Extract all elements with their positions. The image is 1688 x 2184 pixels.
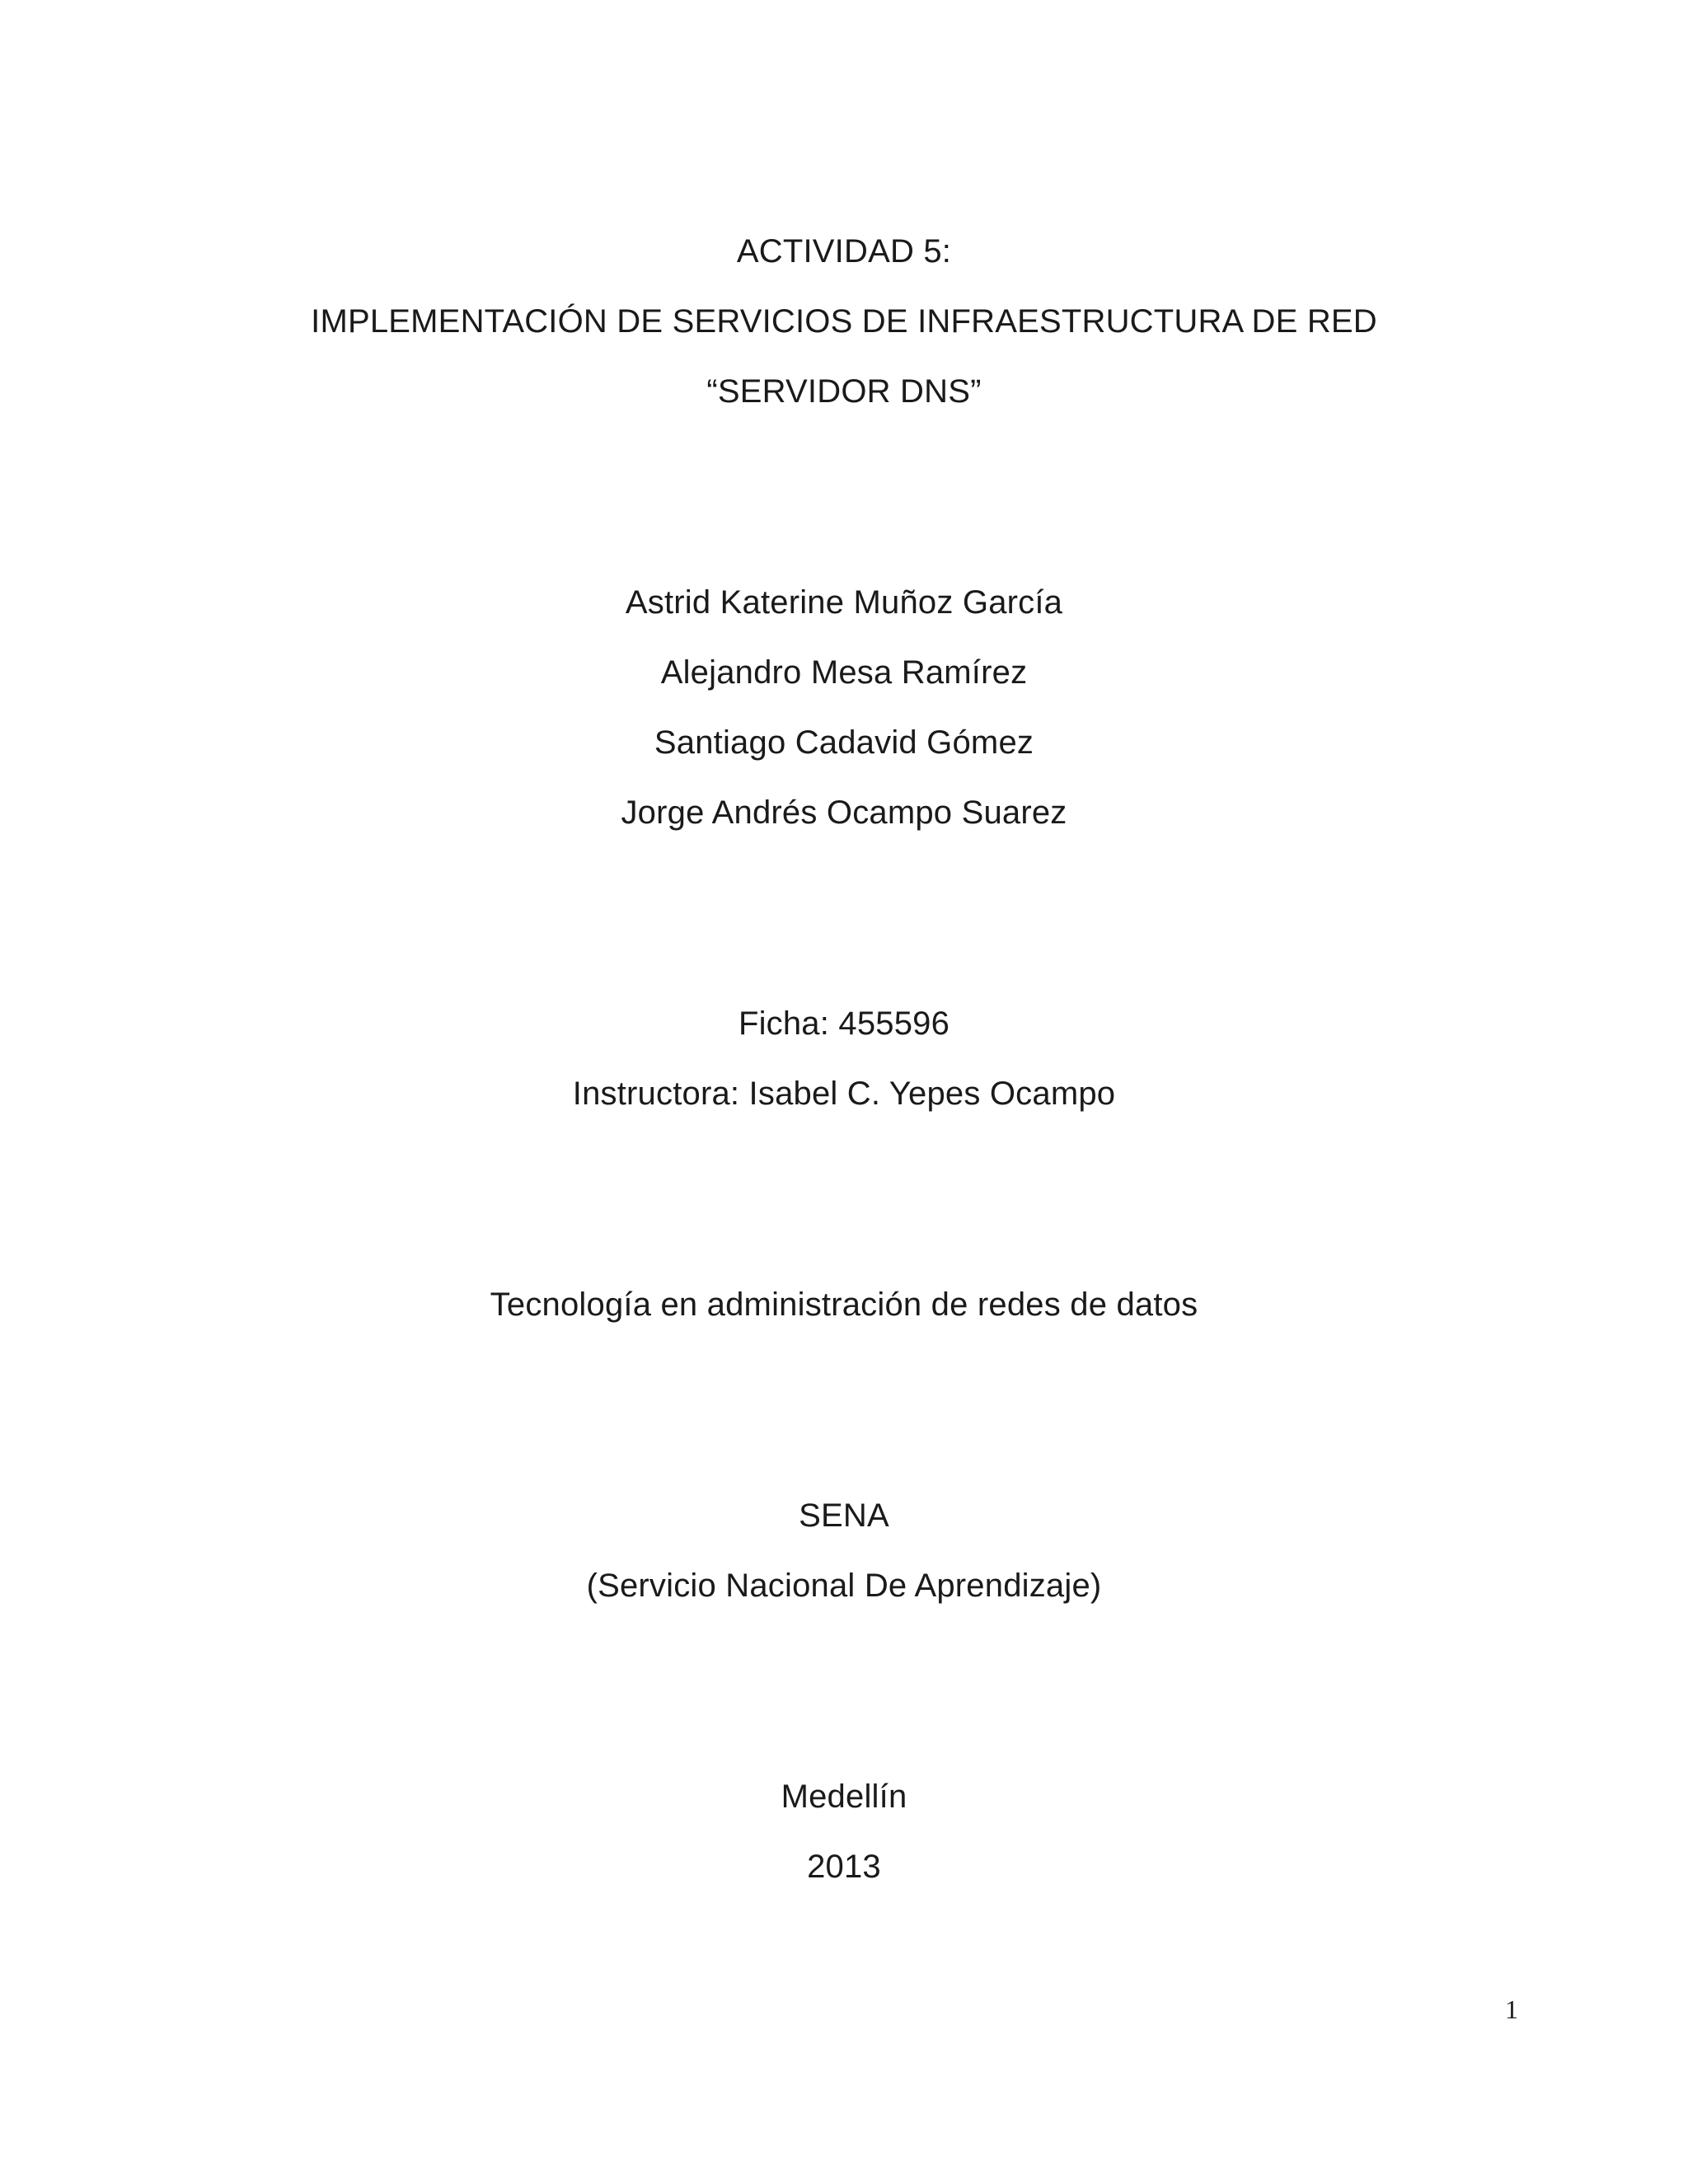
page-number: 1: [1505, 1994, 1518, 2024]
author-3: Santiago Cadavid Gómez: [654, 724, 1034, 761]
activity-title: ACTIVIDAD 5:: [736, 233, 952, 269]
author-1: Astrid Katerine Muñoz García: [625, 584, 1063, 621]
program-name: Tecnología en administración de redes de datos: [490, 1286, 1198, 1323]
author-2: Alejandro Mesa Ramírez: [660, 654, 1028, 691]
ficha: Ficha: 455596: [738, 1005, 950, 1042]
institution-name: SENA: [799, 1497, 889, 1534]
topic-title: “SERVIDOR DNS”: [706, 373, 982, 410]
instructor: Instructora: Isabel C. Yepes Ocampo: [572, 1076, 1116, 1112]
year: 2013: [807, 1849, 881, 1885]
city: Medellín: [781, 1779, 907, 1815]
subject-title: IMPLEMENTACIÓN DE SERVICIOS DE INFRAESTRUCTURA DE RED: [311, 303, 1377, 340]
institution-full-name: (Servicio Nacional De Aprendizaje): [586, 1568, 1102, 1604]
author-4: Jorge Andrés Ocampo Suarez: [621, 794, 1067, 831]
